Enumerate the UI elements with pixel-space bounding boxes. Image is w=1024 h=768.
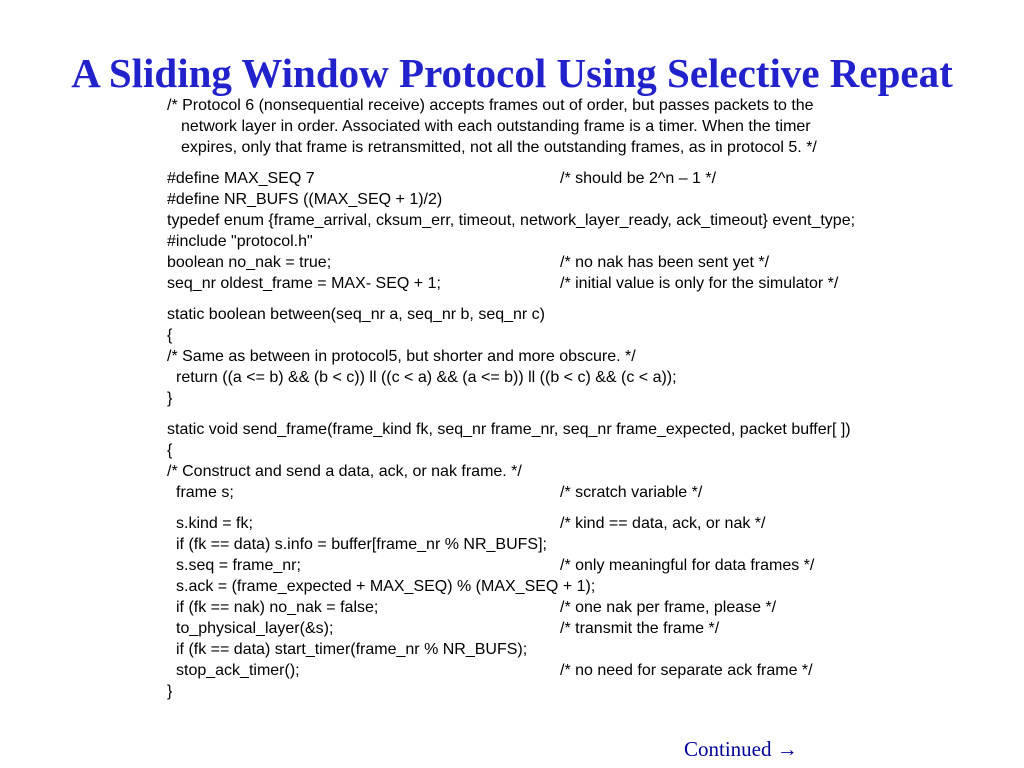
code-text: { [167, 327, 173, 344]
code-text: /* Same as between in protocol5, but shorter and more obscure. */ [167, 348, 636, 365]
code-comment: /* scratch variable */ [560, 484, 703, 501]
code-text: boolean no_nak = true; [167, 254, 332, 271]
code-text: s.ack = (frame_expected + MAX_SEQ) % (MAX_SEQ + 1); [176, 578, 596, 595]
code-text: #include "protocol.h" [167, 233, 313, 250]
code-text: /* Protocol 6 (nonsequential receive) accepts frames out of order, but passes packets to the [167, 97, 814, 114]
code-text: s.seq = frame_nr; [176, 557, 301, 574]
code-text: expires, only that frame is retransmitted, not all the outstanding frames, as in protocol 5. */ [181, 139, 817, 156]
code-comment: /* one nak per frame, please */ [560, 599, 777, 616]
code-text: static void send_frame(frame_kind fk, seq_nr frame_nr, seq_nr frame_expected, packet buffer[ ]) [167, 421, 851, 438]
continued-label: Continued [684, 737, 772, 761]
continued-note [684, 735, 798, 763]
code-text: static boolean between(seq_nr a, seq_nr b, seq_nr c) [167, 306, 546, 323]
code-text: if (fk == data) s.info = buffer[frame_nr % NR_BUFS]; [176, 536, 547, 553]
code-comment: /* should be 2^n – 1 */ [560, 170, 717, 187]
code-text: #define NR_BUFS ((MAX_SEQ + 1)/2) [167, 191, 443, 208]
code-text: if (fk == nak) no_nak = false; [176, 599, 379, 616]
code-text: #define MAX_SEQ 7 [167, 170, 315, 187]
code-text: frame s; [176, 484, 234, 501]
code-comment: /* only meaningful for data frames */ [560, 557, 815, 574]
code-comment: /* no need for separate ack frame */ [560, 662, 813, 679]
code-text: to_physical_layer(&s); [176, 620, 334, 637]
code-text: { [167, 442, 173, 459]
code-text: network layer in order. Associated with each outstanding frame is a timer. When the timer [181, 118, 811, 135]
code-text: s.kind = fk; [176, 515, 253, 532]
code-text: stop_ack_timer(); [176, 662, 300, 679]
code-comment: /* transmit the frame */ [560, 620, 720, 637]
code-comment: /* no nak has been sent yet */ [560, 254, 770, 271]
code-comment: /* initial value is only for the simulator */ [560, 275, 839, 292]
code-text: } [167, 683, 173, 700]
code-text: if (fk == data) start_timer(frame_nr % NR_BUFS); [176, 641, 528, 658]
slide-title: A Sliding Window Protocol Using Selective Repeat [71, 50, 953, 97]
code-text: typedef enum {frame_arrival, cksum_err, timeout, network_layer_ready, ack_timeout} event_type; [167, 212, 856, 229]
code-text: } [167, 390, 173, 407]
code-text: return ((a <= b) && (b < c)) ll ((c < a) && (a <= b)) ll ((b < c) && (c < a)); [176, 369, 677, 386]
code-comment: /* kind == data, ack, or nak */ [560, 515, 766, 532]
code-text: /* Construct and send a data, ack, or nak frame. */ [167, 463, 522, 480]
right-arrow-icon: → [776, 737, 798, 761]
code-text: seq_nr oldest_frame = MAX- SEQ + 1; [167, 275, 441, 292]
